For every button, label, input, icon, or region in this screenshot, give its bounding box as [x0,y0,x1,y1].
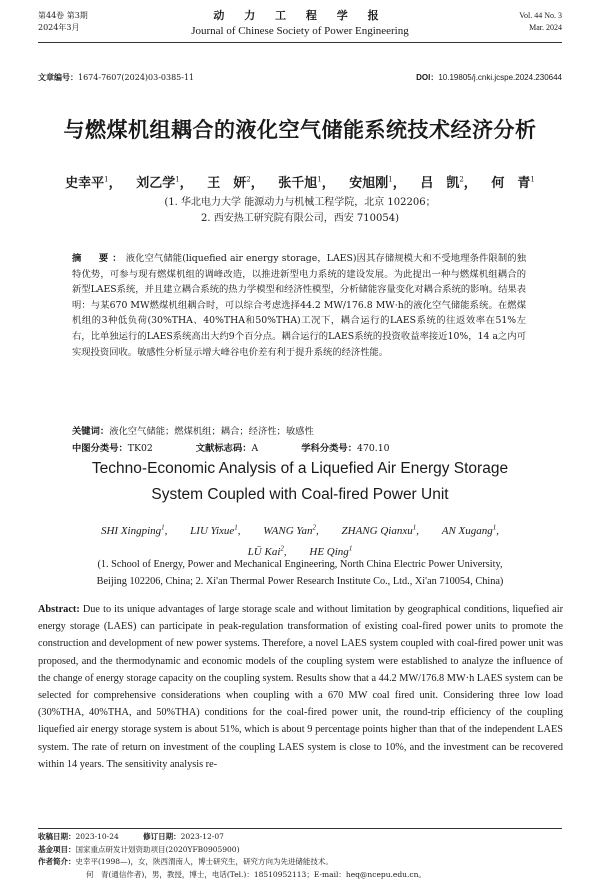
subject-label: 学科分类号： [301,443,357,454]
article-no: 1674-7607(2024)03-0385-11 [78,73,194,82]
affiliation-en-1: (1. School of Energy, Power and Mechanical Engineering, North China Electric Power University, [40,556,560,573]
title-en-line1: Techno-Economic Analysis of a Liquefied Air Energy Storage [40,456,560,482]
volume-issue-en: Vol. 44 No. 3 [519,10,562,22]
title-cn: 与燃煤机组耦合的液化空气储能系统技术经济分析 [0,114,600,144]
author-en: HE Qing$^1$ [309,546,352,558]
clc-value: TK02 [128,443,153,454]
doc-code-label: 文献标志码： [196,443,252,454]
clc-label: 中图分类号： [72,443,128,454]
doc-code-value: A [252,443,259,454]
affiliations-en [40,556,560,590]
title-en [40,456,560,508]
title-en-line2: System Coupled with Coal-fired Power Unit [40,482,560,508]
date-en: Mar. 2024 [519,22,562,34]
author-en: ZHANG Qianxu$^1$, [342,525,419,537]
author-en: AN Xugang$^1$, [442,525,499,537]
author-en: LÜ Kai$^2$, [248,546,287,558]
footnotes [38,828,562,881]
journal-name-cn: 动 力 工 程 学 报 [38,8,562,24]
author-cn: 史幸平$^1$， [65,176,122,191]
doi-value[interactable]: 10.19805/j.cnki.jcspe.2024.230644 [438,73,562,82]
affiliation-cn-1: (1. 华北电力大学 能源动力与机械工程学院，北京 102206； [0,195,600,211]
doi-label: DOI： [416,73,438,82]
affiliation-cn-2: 2. 西安热工研究院有限公司，西安 710054) [0,211,600,227]
abstract-en-text: Due to its unique advantages of large storage scale and without limitation by geographical conditions, liquefied air energy storage (LAES) can participate in peak-regulation transformation of existing coal-fired power units to promote the construction and development of new power systems. Therefore, a novel LAES system coupled with coal-fired power unit was proposed, and the thermodynamic and economic models of the coupling system were established to analyze the influence of the change of energy storage capacity on the coupling system. Results show that a 44.2 MW/176.8 MW·h LAES system can be selected for comprehensive considerations when coupling with a 670 MW coal fired unit. Considering three low load (30%THA, 40%THA, and 50%THA) conditions for the coal-fired power unit, the round-trip efficiency of the coupling liquefied air energy storage system is about 51%, which is about 9 percentage points higher than that of the independent LAES system. The rate of return on investment of the coupling LAES system is close to 10%, and the investment can be recovered within 14 years. The sensitivity analysis re- [38,604,563,770]
author-cn: 何 青$^1$ [491,176,534,191]
authors-cn [40,172,560,191]
contact-text[interactable]: 何 青(通信作者)，男，教授，博士，电话(Tel.)：18510952113；E-mail：heq@ncepu.edu.cn。 [86,870,426,879]
revised-label: 修订日期： [143,832,181,841]
abstract-cn [72,251,526,360]
revised-date: 2023-12-07 [181,832,224,841]
keywords-cn [72,423,526,437]
bio-text: 史幸平(1998—)，女，陕西渭南人，博士研究生，研究方向为先进储能技术。 [76,857,333,866]
doi [416,72,562,83]
received-label: 收稿日期： [38,832,76,841]
article-no-label: 文章编号： [38,72,78,82]
subject-value: 470.10 [357,443,390,454]
received-date: 2023-10-24 [76,832,119,841]
abstract-cn-text: 液化空气储能(liquefied air energy storage，LAES)因其存储规模大和不受地理条件限制的独特优势，可参与现有燃煤机组的调峰改造，以推进新型电力系统的建设发展。为此提出一种与燃煤机组耦合的新型LAES系统，并且建立耦合系统的热力学模型和经济性模型，分析储能容量变化对耦合系统的影响。结果表明：与某670 MW燃煤机组耦合时，可以综合考虑选择44.2 MW/176.8 MW·h的液化空气储能系统。在燃煤机组的3种低负荷(30%THA、40%THA和50%THA)工况下，耦合运行的LAES系统的往返效率在51%左右，比单独运行的LAES系统高出大约9个百分点。耦合运行的LAES系统的投资收益率接近10%，14 a之内可实现投资回收。敏感性分析显示增大峰谷电价差有利于提升系统的经济性能。 [72,253,526,358]
author-cn: 刘乙学$^1$， [136,176,193,191]
footnote-contact [38,869,562,881]
footnote-dates [38,831,562,844]
running-header [38,8,562,43]
volume-issue-cn: 第44卷 第3期 [38,10,88,22]
fund-label: 基金项目： [38,845,76,854]
authors-en [40,518,560,561]
abstract-en-label: Abstract: [38,604,80,615]
abstract-en [38,601,563,773]
bio-label: 作者简介： [38,857,76,866]
fund-text: 国家重点研发计划资助项目(2020YFB0905900) [76,845,240,854]
affiliation-en-2: Beijing 102206, China; 2. Xi'an Thermal Power Research Institute Co., Ltd., Xi'an 710054, China) [40,573,560,590]
author-cn: 吕 凯$^2$， [420,176,477,191]
abstract-cn-label: 摘 要： [72,253,126,264]
author-cn: 安旭刚$^1$， [349,176,406,191]
author-cn: 王 妍$^2$， [207,176,264,191]
keywords-cn-text: 液化空气储能；燃煤机组；耦合；经济性；敏感性 [109,426,314,437]
classification-cn [72,440,430,454]
header-volume-en [519,10,562,34]
header-journal [38,8,562,38]
author-cn: 张千旭$^1$， [278,176,335,191]
article-ids [38,72,562,83]
date-cn: 2024年3月 [38,22,88,34]
keywords-cn-label: 关键词： [72,426,109,437]
footnote-bio [38,856,562,869]
footnote-fund [38,844,562,857]
author-en: SHI Xingping$^1$, [101,525,167,537]
journal-name-en: Journal of Chinese Society of Power Engineering [38,24,562,38]
author-en: LIU Yixue$^1$, [190,525,240,537]
author-en: WANG Yan$^2$, [263,525,319,537]
